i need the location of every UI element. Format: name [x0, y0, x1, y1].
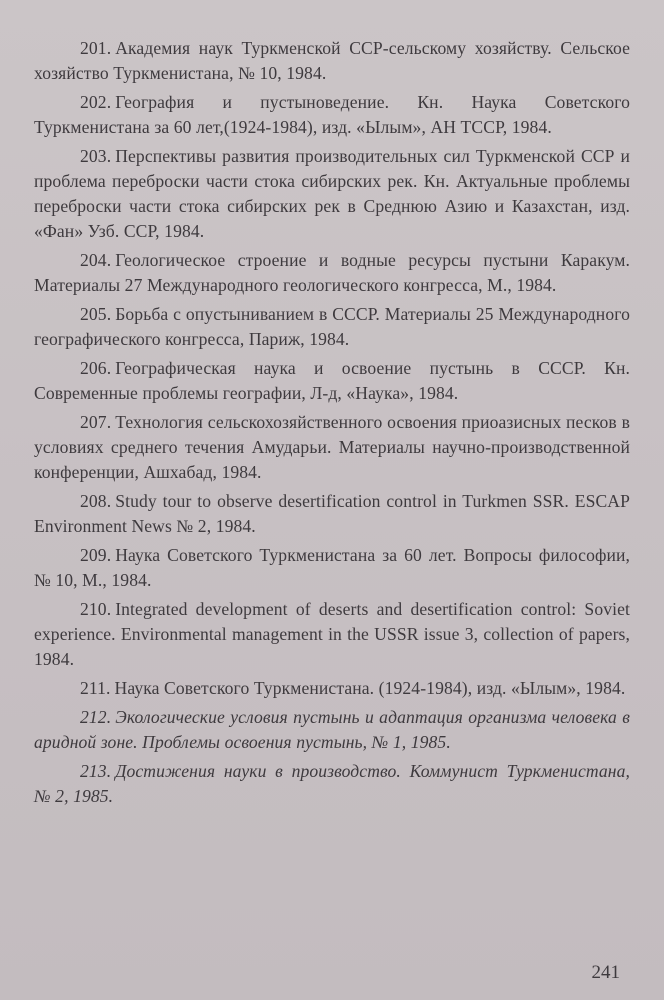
bibliography-entry-211	[34, 676, 630, 701]
entry-number: 208.	[80, 491, 112, 511]
entry-number: 206.	[80, 358, 112, 378]
bibliography-entry-207	[34, 410, 630, 485]
entry-number: 213.	[80, 761, 112, 781]
bibliography-entry-204	[34, 248, 630, 298]
entry-text: География и пустыноведение. Кн. Наука Советского Туркменистана за 60 лет,(1924-1984), изд. «Ылым», АН ТССР, 1984.	[34, 92, 630, 137]
bibliography-entry-203	[34, 144, 630, 244]
entry-number: 202.	[80, 92, 112, 112]
bibliography-entry-206	[34, 356, 630, 406]
entry-number: 207.	[80, 412, 112, 432]
entry-text: Академия наук Туркменской ССР-сельскому хозяйству. Сельское хозяйство Туркменистана, № 10, 1984.	[34, 38, 630, 83]
bibliography-entry-209	[34, 543, 630, 593]
bibliography-entry-208	[34, 489, 630, 539]
entry-number: 201.	[80, 38, 112, 58]
page-number: 241	[591, 962, 620, 983]
bibliography-entry-212	[34, 705, 630, 755]
bibliography-entry-205	[34, 302, 630, 352]
entry-text: Наука Советского Туркменистана. (1924-1984), изд. «Ылым», 1984.	[114, 678, 626, 698]
entry-number: 211.	[80, 678, 111, 698]
entry-number: 204.	[80, 250, 112, 270]
entry-text: Достижения науки в производство. Коммунист Туркменистана, № 2, 1985.	[34, 761, 630, 806]
entry-text: Борьба с опустыниванием в СССР. Материалы 25 Международного географического конгресса, Париж, 1984.	[34, 304, 630, 349]
entry-text: Географическая наука и освоение пустынь в СССР. Кн. Современные проблемы географии, Л-д, «Наука», 1984.	[34, 358, 630, 403]
bibliography-entry-202	[34, 90, 630, 140]
entry-text: Наука Советского Туркменистана за 60 лет. Вопросы философии, № 10, М., 1984.	[34, 545, 630, 590]
entry-number: 205.	[80, 304, 112, 324]
bibliography-entry-201	[34, 36, 630, 86]
entry-number: 209.	[80, 545, 112, 565]
bibliography-entry-213	[34, 759, 630, 809]
entry-number: 210.	[80, 599, 112, 619]
entry-text: Геологическое строение и водные ресурсы пустыни Каракум. Материалы 27 Международного геологического конгресса, М., 1984.	[34, 250, 630, 295]
entry-text: Экологические условия пустынь и адаптация организма человека в аридной зоне. Проблемы освоения пустынь, № 1, 1985.	[34, 707, 630, 752]
entry-text: Технология сельскохозяйственного освоения приоазисных песков в условиях среднего течения Амударьи. Материалы научно-производственной конференции, Ашхабад, 1984.	[34, 412, 630, 482]
bibliography-list	[34, 36, 630, 813]
entry-text: Перспективы развития производительных сил Туркменской ССР и проблема переброски части стока сибирских рек. Кн. Актуальные проблемы переброски части стока сибирских рек в Среднюю Азию и Казахстан, изд. «Фан» Узб. ССР, 1984.	[34, 146, 630, 241]
entry-number: 203.	[80, 146, 112, 166]
bibliography-entry-210	[34, 597, 630, 672]
entry-text: Study tour to observe desertification control in Turkmen SSR. ESCAP Environment News № 2, 1984.	[34, 491, 630, 536]
entry-number: 212.	[80, 707, 112, 727]
entry-text: Integrated development of deserts and desertification control: Soviet experience. Environmental management in the USSR issue 3, collection of papers, 1984.	[34, 599, 630, 669]
